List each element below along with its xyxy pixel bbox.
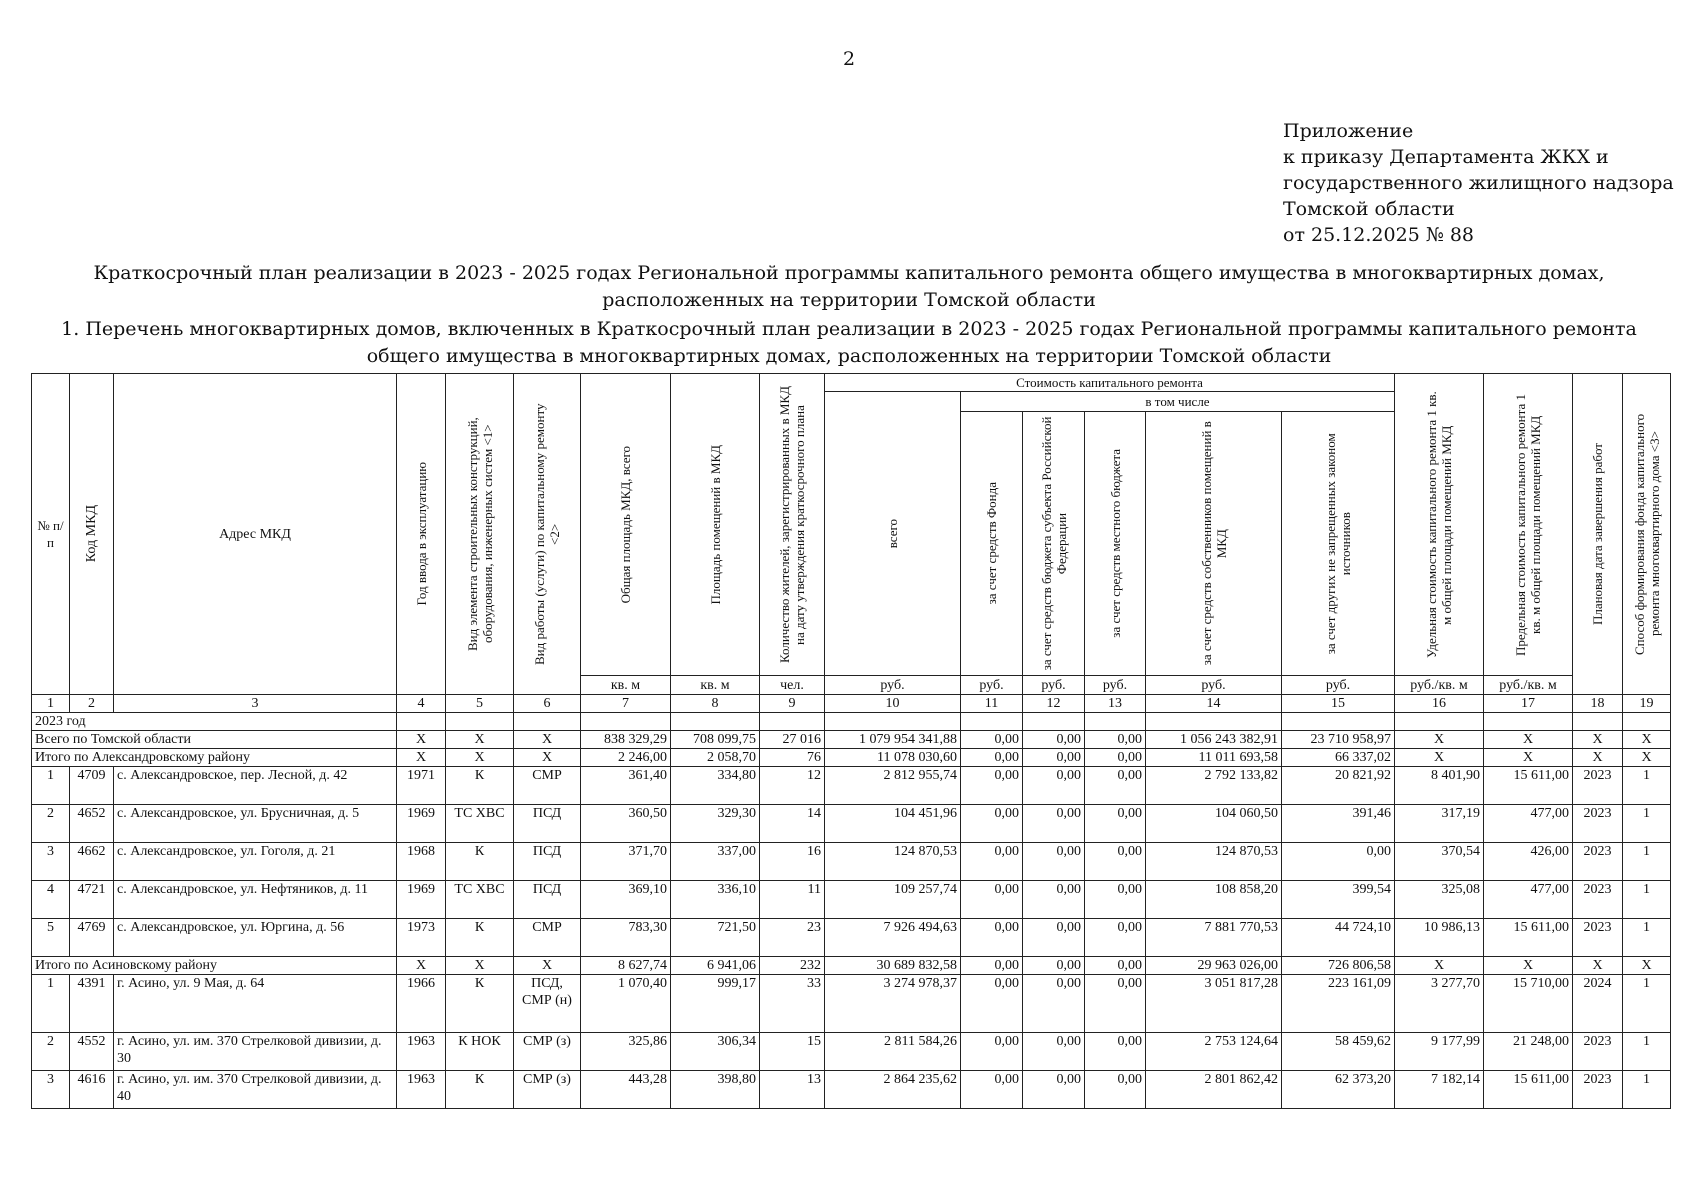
empty-cell xyxy=(514,713,581,731)
table-cell: 0,00 xyxy=(1282,843,1395,881)
summary-cell: X xyxy=(1395,749,1484,767)
summary-cell: X xyxy=(1623,731,1671,749)
table-cell: 33 xyxy=(760,975,825,1033)
appendix-line: Приложение xyxy=(1283,120,1414,142)
table-cell: 2023 xyxy=(1573,843,1623,881)
table-cell: 1971 xyxy=(397,767,446,805)
column-number-cell: 15 xyxy=(1282,695,1395,713)
summary-label: Итого по Асиновскому району xyxy=(32,957,397,975)
table-cell: 0,00 xyxy=(961,1071,1023,1109)
table-row xyxy=(32,805,1671,843)
table-cell: 2 792 133,82 xyxy=(1146,767,1282,805)
table-cell: 15 611,00 xyxy=(1484,767,1573,805)
empty-cell xyxy=(825,713,961,731)
address-cell: г. Асино, ул. им. 370 Стрелковой дивизии, д. 40 xyxy=(114,1071,397,1109)
summary-cell: 11 078 030,60 xyxy=(825,749,961,767)
summary-cell: 838 329,29 xyxy=(581,731,671,749)
table-cell: 8 401,90 xyxy=(1395,767,1484,805)
unit-cell: кв. м xyxy=(581,676,671,695)
table-cell: 1968 xyxy=(397,843,446,881)
column-number-cell: 5 xyxy=(446,695,514,713)
appendix-line: Томской области xyxy=(1283,198,1455,220)
table-cell: 7 182,14 xyxy=(1395,1071,1484,1109)
empty-cell xyxy=(961,713,1023,731)
table-cell: 1 xyxy=(1623,805,1671,843)
table-cell: 361,40 xyxy=(581,767,671,805)
table-cell: 14 xyxy=(760,805,825,843)
table-cell: ТС ХВС xyxy=(446,881,514,919)
unit-cell: руб./кв. м xyxy=(1484,676,1573,695)
address-cell: г. Асино, ул. им. 370 Стрелковой дивизии, д. 30 xyxy=(114,1033,397,1071)
column-number-cell: 18 xyxy=(1573,695,1623,713)
column-number-cell: 1 xyxy=(32,695,70,713)
empty-cell xyxy=(1146,713,1282,731)
table-cell: 4552 xyxy=(70,1033,114,1071)
table-cell: 16 xyxy=(760,843,825,881)
summary-cell: X xyxy=(1484,749,1573,767)
summary-cell: X xyxy=(1573,731,1623,749)
table-cell: 0,00 xyxy=(1085,1071,1146,1109)
table-cell: 2023 xyxy=(1573,881,1623,919)
table-cell: 9 177,99 xyxy=(1395,1033,1484,1071)
col-header-total-area: Общая площадь МКД, всего xyxy=(581,374,671,676)
table-cell: 1 xyxy=(1623,1071,1671,1109)
summary-cell: X xyxy=(1573,957,1623,975)
table-cell: 1969 xyxy=(397,805,446,843)
table-cell: 2 xyxy=(32,1033,70,1071)
table-cell: 477,00 xyxy=(1484,805,1573,843)
table-cell: СМР (з) xyxy=(514,1033,581,1071)
page-number: 2 xyxy=(842,48,856,70)
table-cell: 0,00 xyxy=(1023,881,1085,919)
unit-cell: руб./кв. м xyxy=(1395,676,1484,695)
table-cell: К xyxy=(446,843,514,881)
table-cell: 7 881 770,53 xyxy=(1146,919,1282,957)
table-cell: 1966 xyxy=(397,975,446,1033)
table-cell: 1963 xyxy=(397,1033,446,1071)
summary-cell: 0,00 xyxy=(1085,957,1146,975)
col-header-num: № п/п xyxy=(32,374,70,695)
summary-cell: X xyxy=(1395,957,1484,975)
summary-cell: 726 806,58 xyxy=(1282,957,1395,975)
table-cell: 0,00 xyxy=(1085,767,1146,805)
table-cell: 4 xyxy=(32,881,70,919)
table-row xyxy=(32,767,1671,805)
col-header-premises-area: Площадь помещений в МКД xyxy=(671,374,760,676)
table-cell: 334,80 xyxy=(671,767,760,805)
table-cell: 4616 xyxy=(70,1071,114,1109)
unit-cell: руб. xyxy=(961,676,1023,695)
table-cell: 360,50 xyxy=(581,805,671,843)
table-cell: 1 xyxy=(1623,1033,1671,1071)
table-cell: 0,00 xyxy=(961,881,1023,919)
unit-cell: руб. xyxy=(1146,676,1282,695)
table-cell: 1 070,40 xyxy=(581,975,671,1033)
table-cell: 0,00 xyxy=(1085,805,1146,843)
appendix-block xyxy=(1283,118,1674,248)
table-cell: 62 373,20 xyxy=(1282,1071,1395,1109)
table-cell: 15 xyxy=(760,1033,825,1071)
table-row xyxy=(32,919,1671,957)
table-cell: 1 xyxy=(1623,843,1671,881)
table-cell: 3 051 817,28 xyxy=(1146,975,1282,1033)
unit-cell: руб. xyxy=(1282,676,1395,695)
summary-cell: X xyxy=(446,749,514,767)
table-cell: 0,00 xyxy=(961,919,1023,957)
summary-cell: X xyxy=(514,731,581,749)
summary-cell: 0,00 xyxy=(1085,749,1146,767)
table-cell: 391,46 xyxy=(1282,805,1395,843)
column-number-cell: 19 xyxy=(1623,695,1671,713)
table-cell: 0,00 xyxy=(1023,843,1085,881)
table-cell: 0,00 xyxy=(1085,1033,1146,1071)
table-cell: 5 xyxy=(32,919,70,957)
column-number-cell: 8 xyxy=(671,695,760,713)
summary-cell: X xyxy=(1484,957,1573,975)
summary-cell: X xyxy=(397,731,446,749)
column-number-cell: 13 xyxy=(1085,695,1146,713)
table-cell: 2 811 584,26 xyxy=(825,1033,961,1071)
table-row xyxy=(32,1033,1671,1071)
table-cell: 3 xyxy=(32,843,70,881)
summary-label: Итого по Александровскому району xyxy=(32,749,397,767)
summary-cell: 11 011 693,58 xyxy=(1146,749,1282,767)
summary-cell: X xyxy=(1395,731,1484,749)
column-number-cell: 9 xyxy=(760,695,825,713)
table-cell: 124 870,53 xyxy=(1146,843,1282,881)
empty-cell xyxy=(446,713,514,731)
table-cell: 0,00 xyxy=(1085,919,1146,957)
table-row xyxy=(32,1071,1671,1109)
table-cell: 108 858,20 xyxy=(1146,881,1282,919)
table-body xyxy=(32,713,1671,1109)
table-cell: 4709 xyxy=(70,767,114,805)
table-cell: 3 274 978,37 xyxy=(825,975,961,1033)
summary-cell: X xyxy=(514,957,581,975)
address-cell: с. Александровское, ул. Брусничная, д. 5 xyxy=(114,805,397,843)
table-cell: 783,30 xyxy=(581,919,671,957)
table-cell: ПСД xyxy=(514,881,581,919)
summary-cell: 0,00 xyxy=(1023,957,1085,975)
summary-cell: 2 058,70 xyxy=(671,749,760,767)
address-cell: с. Александровское, пер. Лесной, д. 42 xyxy=(114,767,397,805)
table-cell: 2023 xyxy=(1573,919,1623,957)
column-number-cell: 3 xyxy=(114,695,397,713)
table-cell: К xyxy=(446,767,514,805)
summary-cell: 0,00 xyxy=(961,957,1023,975)
summary-cell: 0,00 xyxy=(1085,731,1146,749)
year-row xyxy=(32,713,1671,731)
table-cell: 0,00 xyxy=(1023,767,1085,805)
header-row xyxy=(32,374,1671,392)
address-cell: г. Асино, ул. 9 Мая, д. 64 xyxy=(114,975,397,1033)
empty-cell xyxy=(1623,713,1671,731)
column-number-cell: 16 xyxy=(1395,695,1484,713)
table-cell: 0,00 xyxy=(1023,919,1085,957)
summary-cell: X xyxy=(446,957,514,975)
empty-cell xyxy=(1573,713,1623,731)
summary-cell: X xyxy=(1484,731,1573,749)
unit-cell: руб. xyxy=(1023,676,1085,695)
table-cell: 1 xyxy=(32,975,70,1033)
table-cell: 370,54 xyxy=(1395,843,1484,881)
table-cell: 15 611,00 xyxy=(1484,919,1573,957)
table-cell: К xyxy=(446,1071,514,1109)
table-cell: К xyxy=(446,919,514,957)
table-cell: 0,00 xyxy=(1023,1071,1085,1109)
table-cell: 0,00 xyxy=(1023,805,1085,843)
column-number-cell: 4 xyxy=(397,695,446,713)
empty-cell xyxy=(760,713,825,731)
table-cell: 4652 xyxy=(70,805,114,843)
table-cell: ПСД xyxy=(514,843,581,881)
address-cell: с. Александровское, ул. Нефтяников, д. 11 xyxy=(114,881,397,919)
summary-cell: X xyxy=(446,731,514,749)
table-cell: 1 xyxy=(1623,767,1671,805)
table-cell: 2 xyxy=(32,805,70,843)
table-cell: К НОК xyxy=(446,1033,514,1071)
table-cell: 44 724,10 xyxy=(1282,919,1395,957)
table-cell: 104 060,50 xyxy=(1146,805,1282,843)
table-cell: 109 257,74 xyxy=(825,881,961,919)
table-cell: 1 xyxy=(1623,975,1671,1033)
section-title: 1. Перечень многоквартирных домов, включенных в Краткосрочный план реализации в 2023 - 2025 годах Региональной программы капитального ремонта общего имущества в многоквартирных домах, расположенных на территории Томской области xyxy=(61,318,1637,367)
summary-cell: X xyxy=(1623,957,1671,975)
table-cell: 0,00 xyxy=(961,767,1023,805)
column-number-cell: 2 xyxy=(70,695,114,713)
summary-cell: 76 xyxy=(760,749,825,767)
table-cell: 1969 xyxy=(397,881,446,919)
summary-label: Всего по Томской области xyxy=(32,731,397,749)
col-header-subject-budget: за счет средств бюджета субъекта Российской Федерации xyxy=(1023,411,1085,675)
column-number-cell: 7 xyxy=(581,695,671,713)
unit-cell: руб. xyxy=(825,676,961,695)
table-cell: 2 864 235,62 xyxy=(825,1071,961,1109)
appendix-line: государственного жилищного надзора xyxy=(1283,172,1674,194)
table-cell: 0,00 xyxy=(961,843,1023,881)
summary-cell: 1 056 243 382,91 xyxy=(1146,731,1282,749)
table-row xyxy=(32,975,1671,1033)
column-number-cell: 11 xyxy=(961,695,1023,713)
table-cell: 10 986,13 xyxy=(1395,919,1484,957)
table-cell: 2 753 124,64 xyxy=(1146,1033,1282,1071)
unit-cell: чел. xyxy=(760,676,825,695)
table-cell: 0,00 xyxy=(1023,975,1085,1033)
table-cell: 21 248,00 xyxy=(1484,1033,1573,1071)
table-cell: 1973 xyxy=(397,919,446,957)
district-total-row xyxy=(32,749,1671,767)
empty-cell xyxy=(1023,713,1085,731)
table-cell: 15 710,00 xyxy=(1484,975,1573,1033)
table-cell: 369,10 xyxy=(581,881,671,919)
col-header-residents: Количество жителей, зарегистрированных в МКД на дату утверждения краткосрочного плана xyxy=(760,374,825,676)
table-cell: 336,10 xyxy=(671,881,760,919)
summary-cell: 232 xyxy=(760,957,825,975)
column-numbers xyxy=(32,695,1671,713)
table-cell: 13 xyxy=(760,1071,825,1109)
table-cell: 999,17 xyxy=(671,975,760,1033)
table-cell: 398,80 xyxy=(671,1071,760,1109)
summary-cell: 6 941,06 xyxy=(671,957,760,975)
table-cell: 3 xyxy=(32,1071,70,1109)
col-header-cost-total: всего xyxy=(825,392,961,676)
table-cell: 12 xyxy=(760,767,825,805)
table-cell: 2023 xyxy=(1573,767,1623,805)
col-header-other: за счет других не запрещенных законом источников xyxy=(1282,411,1395,675)
summary-cell: 708 099,75 xyxy=(671,731,760,749)
column-number-cell: 6 xyxy=(514,695,581,713)
table-cell: 0,00 xyxy=(1085,881,1146,919)
table-cell: 1 xyxy=(1623,919,1671,957)
summary-cell: X xyxy=(514,749,581,767)
table-cell: К xyxy=(446,975,514,1033)
col-header-work: Вид работы (услуги) по капитальному ремонту <2> xyxy=(514,374,581,695)
table-cell: 11 xyxy=(760,881,825,919)
table-cell: 371,70 xyxy=(581,843,671,881)
address-cell: с. Александровское, ул. Гоголя, д. 21 xyxy=(114,843,397,881)
summary-cell: 0,00 xyxy=(961,749,1023,767)
address-cell: с. Александровское, ул. Юргина, д. 56 xyxy=(114,919,397,957)
table-cell: 58 459,62 xyxy=(1282,1033,1395,1071)
column-number-cell: 14 xyxy=(1146,695,1282,713)
table-cell: 477,00 xyxy=(1484,881,1573,919)
table-cell: 329,30 xyxy=(671,805,760,843)
summary-cell: 8 627,74 xyxy=(581,957,671,975)
appendix-line: к приказу Департамента ЖКХ и xyxy=(1283,146,1609,168)
table-cell: 1963 xyxy=(397,1071,446,1109)
total-row xyxy=(32,731,1671,749)
col-header-year: Год ввода в эксплуатацию xyxy=(397,374,446,695)
table-cell: 0,00 xyxy=(1023,1033,1085,1071)
table-cell: 721,50 xyxy=(671,919,760,957)
table-cell: 2023 xyxy=(1573,805,1623,843)
year-label: 2023 год xyxy=(32,713,397,731)
table-cell: ТС ХВС xyxy=(446,805,514,843)
unit-cell: руб. xyxy=(1085,676,1146,695)
capital-repair-table xyxy=(31,373,1671,1109)
table-cell: 0,00 xyxy=(1085,843,1146,881)
table-cell: 426,00 xyxy=(1484,843,1573,881)
empty-cell xyxy=(1282,713,1395,731)
table-cell: 2023 xyxy=(1573,1033,1623,1071)
table-cell: 4769 xyxy=(70,919,114,957)
col-header-deadline: Плановая дата завершения работ xyxy=(1573,374,1623,695)
table-row xyxy=(32,843,1671,881)
summary-cell: X xyxy=(397,957,446,975)
table-cell: ПСД, СМР (н) xyxy=(514,975,581,1033)
summary-cell: 27 016 xyxy=(760,731,825,749)
table-cell: 7 926 494,63 xyxy=(825,919,961,957)
table-cell: 2 812 955,74 xyxy=(825,767,961,805)
summary-cell: 30 689 832,58 xyxy=(825,957,961,975)
table-cell: 2024 xyxy=(1573,975,1623,1033)
column-number-row xyxy=(32,695,1671,713)
col-header-fund: за счет средств Фонда xyxy=(961,411,1023,675)
table-cell: 0,00 xyxy=(961,975,1023,1033)
col-header-unit-cost: Удельная стоимость капитального ремонта 1 кв. м общей площади помещений МКД xyxy=(1395,374,1484,676)
table-cell: 337,00 xyxy=(671,843,760,881)
table-cell: 1 xyxy=(32,767,70,805)
table-cell: 15 611,00 xyxy=(1484,1071,1573,1109)
table-cell: 2 801 862,42 xyxy=(1146,1071,1282,1109)
table-cell: 306,34 xyxy=(671,1033,760,1071)
col-header-owners: за счет средств собственников помещений в МКД xyxy=(1146,411,1282,675)
empty-cell xyxy=(1484,713,1573,731)
empty-cell xyxy=(397,713,446,731)
summary-cell: 29 963 026,00 xyxy=(1146,957,1282,975)
table-cell: 223 161,09 xyxy=(1282,975,1395,1033)
appendix-line: от 25.12.2025 № 88 xyxy=(1283,224,1475,246)
empty-cell xyxy=(671,713,760,731)
table-cell: 325,08 xyxy=(1395,881,1484,919)
table-cell: 0,00 xyxy=(1085,975,1146,1033)
summary-cell: 66 337,02 xyxy=(1282,749,1395,767)
column-number-cell: 10 xyxy=(825,695,961,713)
empty-cell xyxy=(1085,713,1146,731)
table-cell: 23 xyxy=(760,919,825,957)
table-cell: 325,86 xyxy=(581,1033,671,1071)
summary-cell: X xyxy=(397,749,446,767)
document-title: Краткосрочный план реализации в 2023 - 2025 годах Региональной программы капитального ремонта общего имущества в многоквартирных домах, расположенных на территории Томской области xyxy=(93,262,1605,311)
col-header-element: Вид элемента строительных конструкций, оборудования, инженерных систем <1> xyxy=(446,374,514,695)
column-number-cell: 17 xyxy=(1484,695,1573,713)
column-number-cell: 12 xyxy=(1023,695,1085,713)
empty-cell xyxy=(581,713,671,731)
summary-cell: X xyxy=(1623,749,1671,767)
col-header-local-budget: за счет средств местного бюджета xyxy=(1085,411,1146,675)
table-cell: 0,00 xyxy=(961,805,1023,843)
summary-cell: 0,00 xyxy=(1023,749,1085,767)
col-header-address: Адрес МКД xyxy=(114,374,397,695)
col-header-code: Код МКД xyxy=(70,374,114,695)
table-cell: 4391 xyxy=(70,975,114,1033)
table-cell: 3 277,70 xyxy=(1395,975,1484,1033)
col-header-cost-group: Стоимость капитального ремонта xyxy=(825,374,1395,392)
table-cell: 2023 xyxy=(1573,1071,1623,1109)
table-cell: 124 870,53 xyxy=(825,843,961,881)
col-header-including: в том числе xyxy=(961,392,1395,412)
col-header-limit-cost: Предельная стоимость капитального ремонта 1 кв. м общей площади помещений МКД xyxy=(1484,374,1573,676)
summary-cell: X xyxy=(1573,749,1623,767)
table-cell: 399,54 xyxy=(1282,881,1395,919)
table-cell: 104 451,96 xyxy=(825,805,961,843)
table-cell: 317,19 xyxy=(1395,805,1484,843)
summary-cell: 0,00 xyxy=(961,731,1023,749)
empty-cell xyxy=(1395,713,1484,731)
col-header-method: Способ формирования фонда капитального ремонта многоквартирного дома <3> xyxy=(1623,374,1671,695)
table-cell: 443,28 xyxy=(581,1071,671,1109)
table-cell: ПСД xyxy=(514,805,581,843)
table-cell: 1 xyxy=(1623,881,1671,919)
table-cell: 0,00 xyxy=(961,1033,1023,1071)
unit-cell: кв. м xyxy=(671,676,760,695)
summary-cell: 23 710 958,97 xyxy=(1282,731,1395,749)
table-cell: 4662 xyxy=(70,843,114,881)
table-cell: СМР xyxy=(514,767,581,805)
table-cell: СМР (з) xyxy=(514,1071,581,1109)
table-cell: 20 821,92 xyxy=(1282,767,1395,805)
summary-cell: 2 246,00 xyxy=(581,749,671,767)
table-row xyxy=(32,881,1671,919)
table-cell: СМР xyxy=(514,919,581,957)
table-cell: 4721 xyxy=(70,881,114,919)
district-total-row xyxy=(32,957,1671,975)
summary-cell: 1 079 954 341,88 xyxy=(825,731,961,749)
summary-cell: 0,00 xyxy=(1023,731,1085,749)
